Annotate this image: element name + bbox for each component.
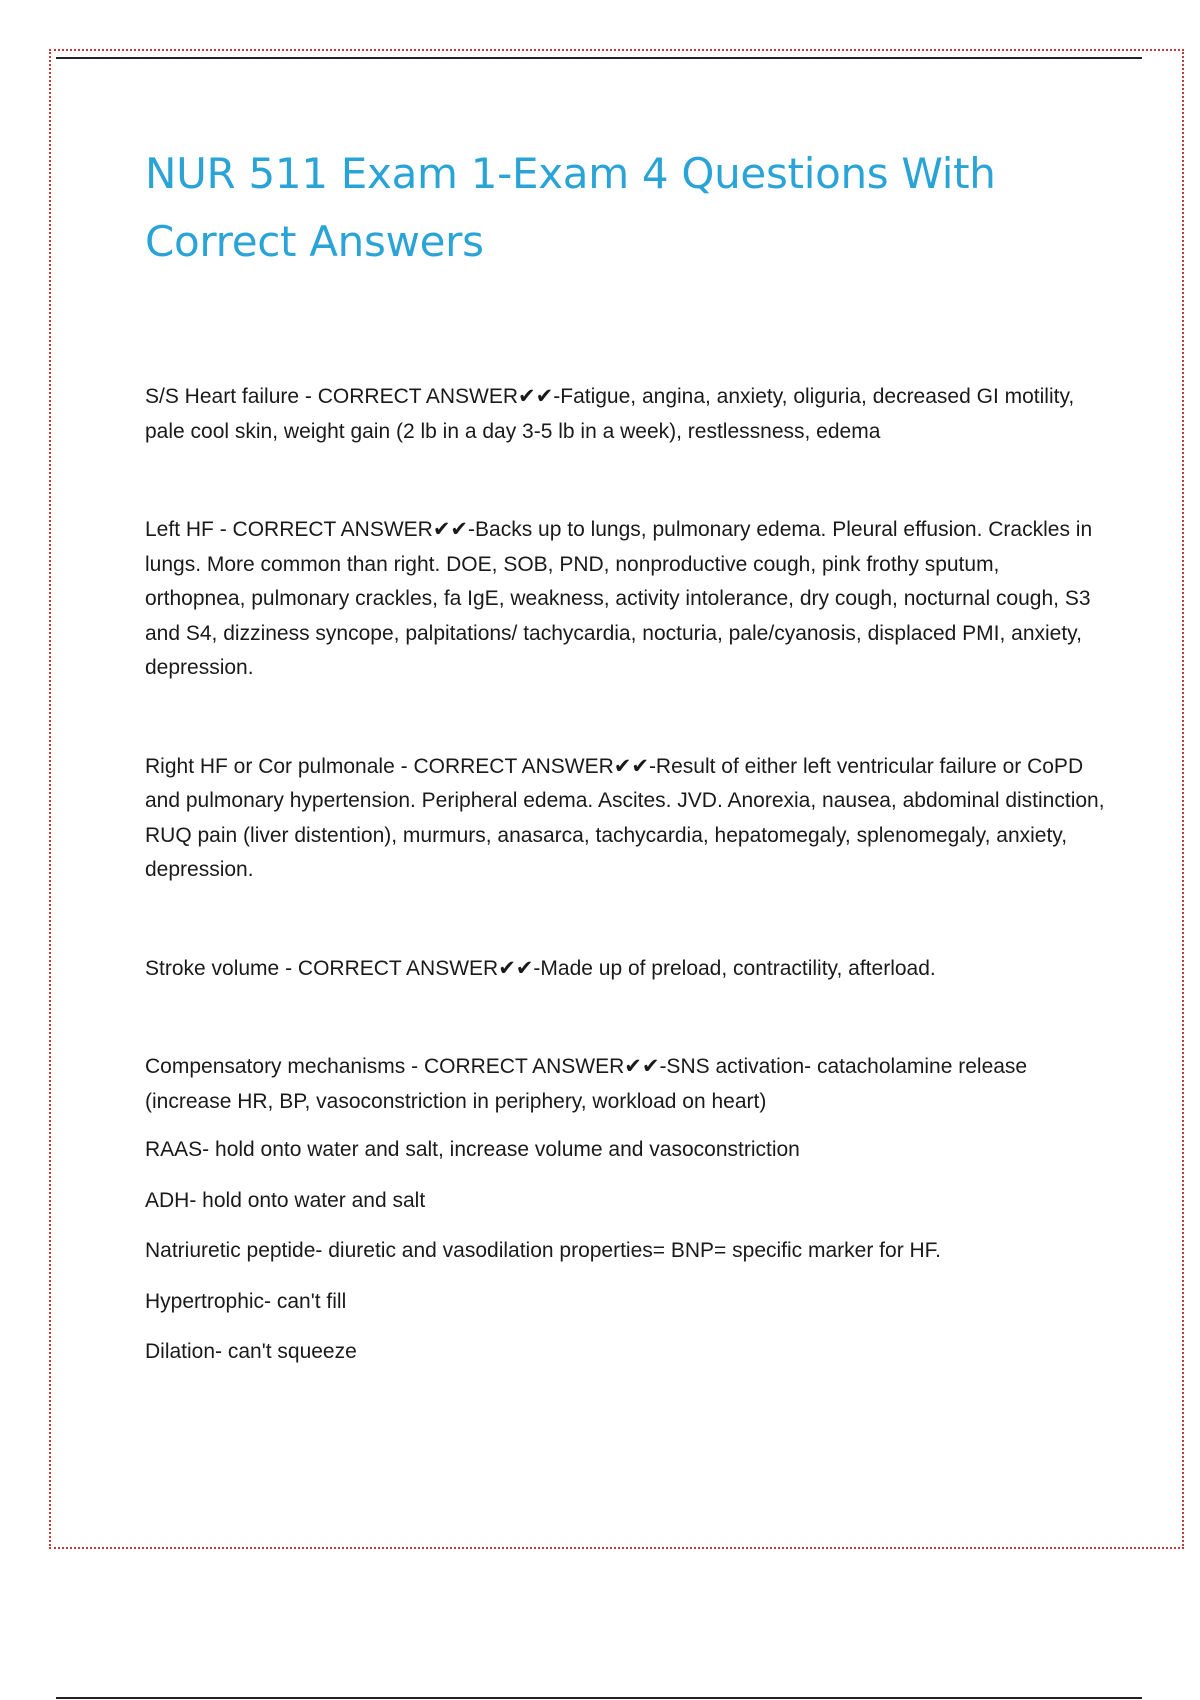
question-term: S/S Heart failure bbox=[145, 385, 300, 408]
answer-text: -Result of either left ventricular failure or CoPD and pulmonary hypertension. Peripheral edema. Ascites. JVD. Anorexia, nausea, abdominal distinction, RUQ pain (liver distention), murmurs, anasarca, tachycardia, hepatomegaly, splenomegaly, anxiety, depression. bbox=[145, 754, 1105, 881]
qa-paragraph bbox=[145, 952, 1105, 987]
answer-label: CORRECT ANSWER✔✔ bbox=[413, 754, 649, 778]
footer-rule bbox=[56, 1697, 1142, 1699]
qa-entry bbox=[145, 513, 1105, 686]
answer-text: -Fatigue, angina, anxiety, oliguria, decreased GI motility, pale cool skin, weight gain (2 lb in a day 3-5 lb in a week), restlessness, edema bbox=[145, 385, 1075, 443]
answer-detail-line: Hypertrophic- can't fill bbox=[145, 1289, 347, 1313]
qa-entry bbox=[145, 952, 1105, 987]
qa-entry bbox=[145, 380, 1105, 449]
question-term: Right HF or Cor pulmonale bbox=[145, 754, 395, 778]
separator: - bbox=[394, 754, 414, 778]
separator: - bbox=[299, 385, 318, 408]
qa-list bbox=[145, 380, 1105, 1370]
question-term: Stroke volume bbox=[145, 956, 280, 980]
document-title: NUR 511 Exam 1-Exam 4 Questions With Correct Answers bbox=[145, 149, 996, 266]
separator: - bbox=[279, 956, 298, 980]
question-term: Compensatory mechanisms bbox=[145, 1055, 406, 1078]
answer-text: -Made up of preload, contractility, afterload. bbox=[533, 956, 936, 980]
answer-text: -Backs up to lungs, pulmonary edema. Pleural effusion. Crackles in lungs. More common than right. DOE, SOB, PND, nonproductive cough, pink frothy sputum, orthopnea, pulmonary crackles, fa IgE, weakness, activity intolerance, dry cough, nocturnal cough, S3 and S4, dizziness syncope, palpitations/ tachycardia, nocturia, pale/cyanosis, displaced PMI, anxiety, depression. bbox=[145, 518, 1093, 679]
header-rule bbox=[56, 57, 1142, 59]
separator: - bbox=[405, 1055, 424, 1078]
answer-detail-line: Dilation- can't squeeze bbox=[145, 1340, 357, 1363]
answer-label: CORRECT ANSWER✔✔ bbox=[232, 518, 469, 541]
qa-paragraph bbox=[145, 380, 1105, 449]
answer-text: -SNS activation- catacholamine release (increase HR, BP, vasoconstriction in periphery, workload on heart) bbox=[145, 1055, 1028, 1113]
qa-paragraph bbox=[145, 513, 1105, 686]
answer-label: CORRECT ANSWER✔✔ bbox=[317, 385, 554, 408]
answer-detail-list bbox=[145, 1133, 1105, 1370]
qa-entry bbox=[145, 1050, 1105, 1370]
answer-label: CORRECT ANSWER✔✔ bbox=[423, 1055, 660, 1078]
qa-paragraph bbox=[145, 1050, 1105, 1119]
document-body bbox=[145, 140, 1105, 1434]
answer-label: CORRECT ANSWER✔✔ bbox=[297, 956, 534, 980]
qa-entry bbox=[145, 750, 1105, 888]
qa-paragraph bbox=[145, 750, 1105, 888]
answer-detail-line: RAAS- hold onto water and salt, increase volume and vasoconstriction bbox=[145, 1138, 800, 1161]
answer-detail-line: ADH- hold onto water and salt bbox=[145, 1188, 426, 1212]
answer-detail-line: Natriuretic peptide- diuretic and vasodilation properties= BNP= specific marker for HF. bbox=[145, 1239, 942, 1262]
question-term: Left HF bbox=[145, 518, 214, 541]
separator: - bbox=[213, 518, 233, 541]
